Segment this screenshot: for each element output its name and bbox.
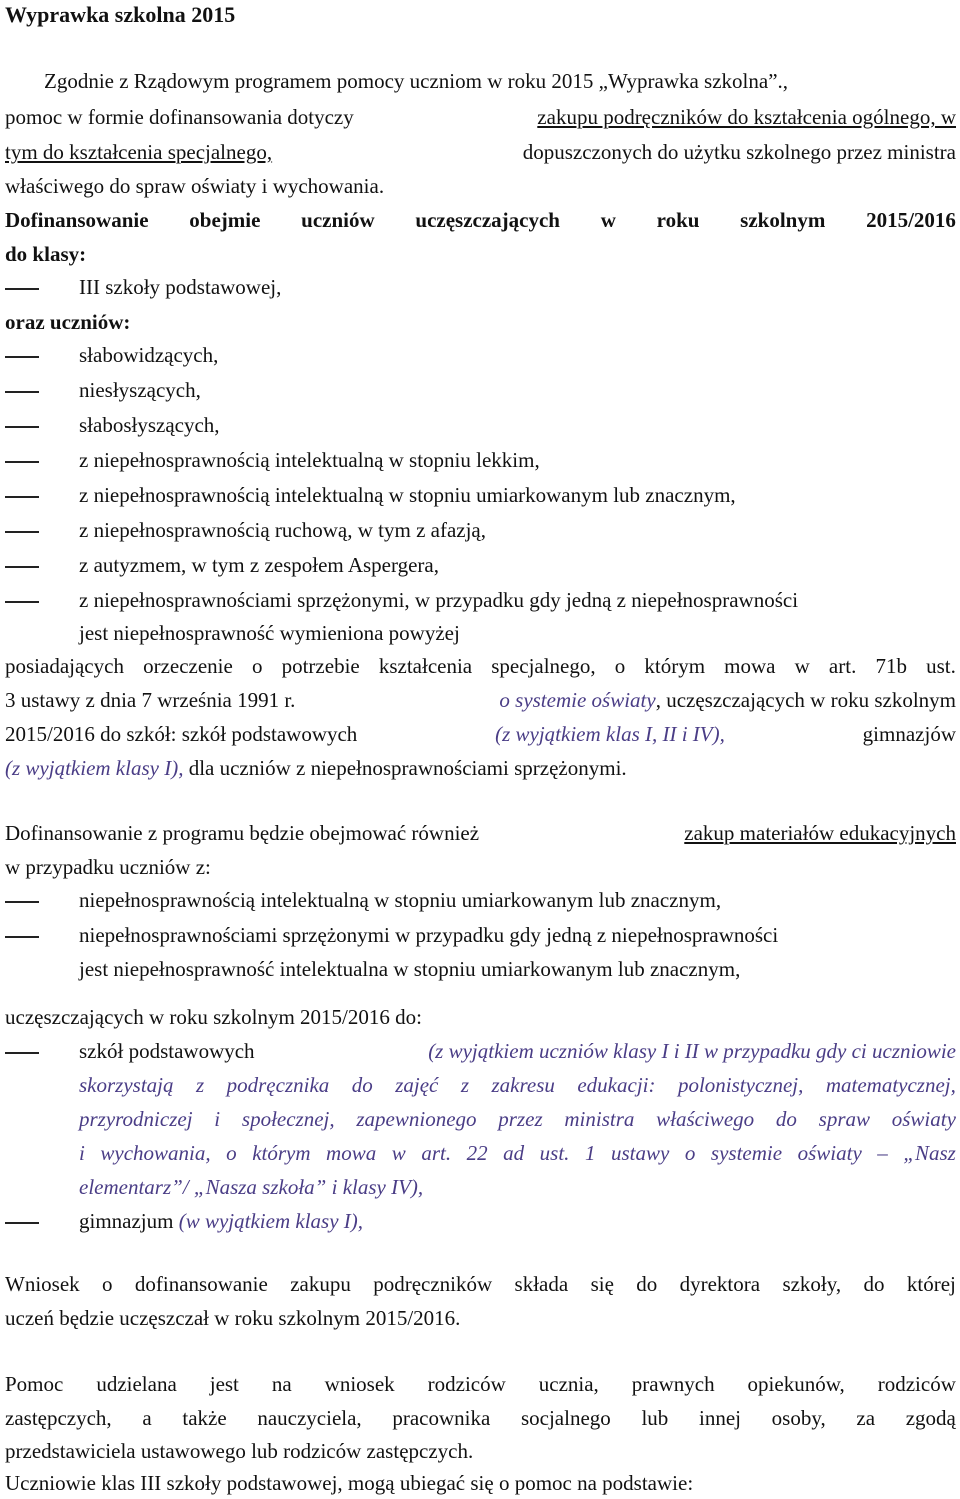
para2-line2: do klasy: <box>5 242 87 266</box>
para2-after-line1: posiadających orzeczenie o potrzebie kształcenia specjalnego, o którym mowa w art. 71b ust. <box>5 654 956 678</box>
gymnasium-item: gimnazjum (w wyjątkiem klasy I), <box>79 1209 364 1233</box>
para2-after-line4: (z wyjątkiem klasy I), dla uczniów z niepełnosprawnościami sprzężonymi. <box>5 756 627 780</box>
list-dash <box>5 566 39 568</box>
list-dash <box>5 461 39 463</box>
student-item: słabosłyszących, <box>79 413 220 437</box>
para1-line4: właściwego do spraw oświaty i wychowania. <box>5 174 385 198</box>
para2-after-line3: 2015/2016 do szkół: szkół podstawowych (z wyjątkiem klas I, II i IV), gimnazjów <box>5 722 956 746</box>
para5-line4: Uczniowie klas III szkoły podstawowej, mogą ubiegać się o pomoc na podstawie: <box>5 1471 694 1495</box>
student-item: słabowidzących, <box>79 343 219 367</box>
para1-line2: pomoc w formie dofinansowania dotyczy zakupu podręczników do kształcenia ogólnego, w <box>5 105 956 129</box>
schools-item-line3: przyrodniczej i społecznej, zapewnionego przez ministra właściwego do spraw oświaty <box>79 1107 956 1131</box>
para5-line2: zastępczych, a także nauczyciela, pracownika socjalnego lub innej osoby, za zgodą <box>5 1406 956 1430</box>
class-item: III szkoły podstawowej, <box>79 275 282 299</box>
list-dash <box>5 496 39 498</box>
student-item: z autyzmem, w tym z zespołem Aspergera, <box>79 553 439 577</box>
para5-line3: przedstawiciela ustawowego lub rodziców zastępczych. <box>5 1439 474 1463</box>
para2-after-line2: 3 ustawy z dnia 7 września 1991 r. o systemie oświaty, uczęszczających w roku szkolnym <box>5 688 956 712</box>
schools-item-line2: skorzystają z podręcznika do zajęć z zakresu edukacji: polonistycznej, matematycznej, <box>79 1073 956 1097</box>
list-dash <box>5 936 39 938</box>
para3-attending-line: uczęszczających w roku szkolnym 2015/2016 do: <box>5 1005 422 1029</box>
list-dash <box>5 426 39 428</box>
student-item: z niepełnosprawnościami sprzężonymi, w przypadku gdy jedną z niepełnosprawności <box>79 588 799 612</box>
educational-materials-link: zakup materiałów edukacyjnych <box>684 821 956 845</box>
para4-line2: uczeń będzie uczęszczał w roku szkolnym 2015/2016. <box>5 1306 461 1330</box>
schools-item: szkół podstawowych (z wyjątkiem uczniów klasy I i II w przypadku gdy ci uczniowie <box>79 1039 956 1063</box>
material-item-continuation: jest niepełnosprawność intelektualna w stopniu umiarkowanym lub znacznym, <box>79 957 741 981</box>
para2-line1: Dofinansowanie obejmie uczniów uczęszczających w roku szkolnym 2015/2016 <box>5 208 956 232</box>
para1-line1: Zgodnie z Rządowym programem pomocy uczniom w roku 2015 „Wyprawka szkolna”., <box>44 69 789 93</box>
textbook-purchase-link: zakupu podręczników do kształcenia ogólnego, w <box>537 105 956 129</box>
material-item: niepełnosprawnościami sprzężonymi w przypadku gdy jedną z niepełnosprawności <box>79 923 779 947</box>
para3-line2: w przypadku uczniów z: <box>5 855 211 879</box>
list-dash <box>5 1052 39 1054</box>
para3-line1: Dofinansowanie z programu będzie obejmować również zakup materiałów edukacyjnych <box>5 821 956 845</box>
para4-line1: Wniosek o dofinansowanie zakupu podręczników składa się do dyrektora szkoły, do której <box>5 1272 956 1296</box>
student-item: z niepełnosprawnością intelektualną w stopniu lekkim, <box>79 448 540 472</box>
document-title: Wyprawka szkolna 2015 <box>5 2 236 27</box>
material-item: niepełnosprawnością intelektualną w stopniu umiarkowanym lub znacznym, <box>79 888 722 912</box>
list-dash <box>5 601 39 603</box>
student-item: z niepełnosprawnością intelektualną w stopniu umiarkowanym lub znacznym, <box>79 483 736 507</box>
list-dash <box>5 391 39 393</box>
list-dash <box>5 356 39 358</box>
list-dash <box>5 1222 39 1224</box>
students-label: oraz uczniów: <box>5 310 131 334</box>
list-dash <box>5 288 39 290</box>
para1-line3: tym do kształcenia specjalnego, dopuszczonych do użytku szkolnego przez ministra <box>5 140 956 164</box>
schools-item-line5: elementarz”/ „Nasza szkoła” i klasy IV), <box>79 1175 424 1199</box>
list-dash <box>5 901 39 903</box>
student-item: z niepełnosprawnością ruchową, w tym z afazją, <box>79 518 486 542</box>
para5-line1: Pomoc udzielana jest na wniosek rodziców ucznia, prawnych opiekunów, rodziców <box>5 1372 956 1396</box>
student-item: niesłyszących, <box>79 378 201 402</box>
student-item-continuation: jest niepełnosprawność wymieniona powyżej <box>79 621 460 645</box>
schools-item-line4: i wychowania, o którym mowa w art. 22 ad ust. 1 ustawy o systemie oświaty – „Nasz <box>79 1141 956 1165</box>
list-dash <box>5 531 39 533</box>
